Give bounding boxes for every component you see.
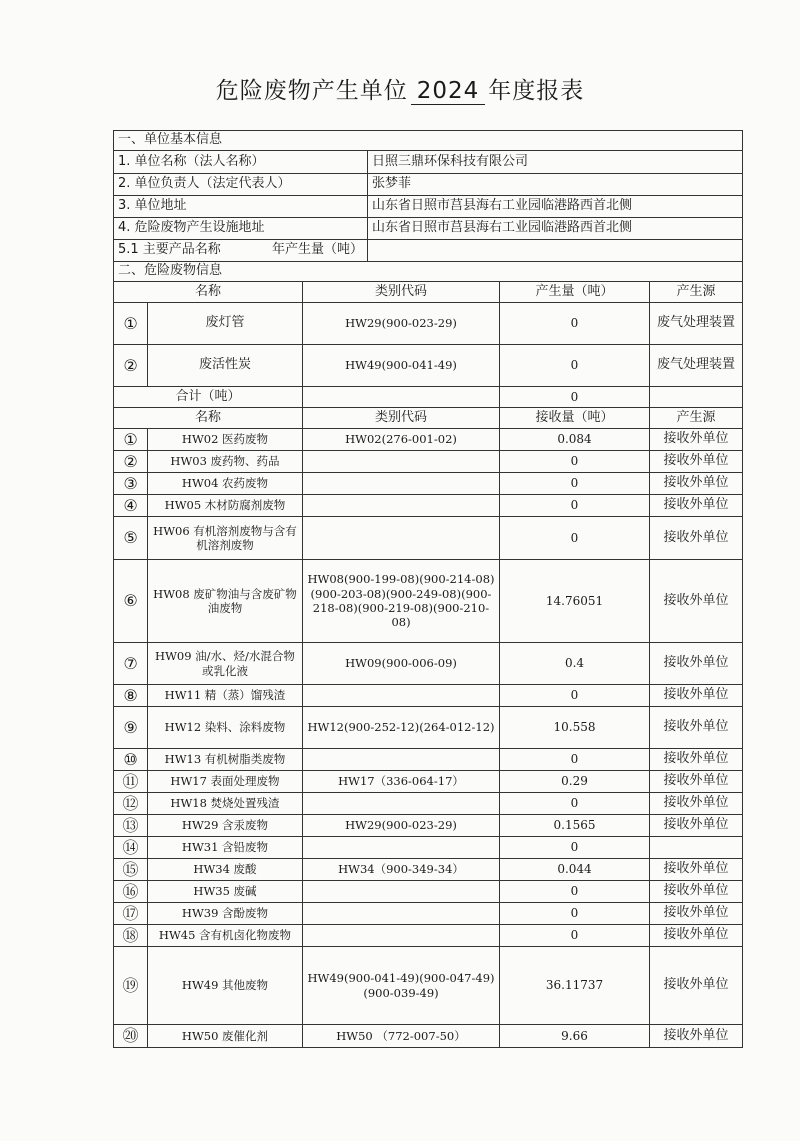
waste-source: 废气处理装置 [650, 345, 743, 387]
waste-source: 废气处理装置 [650, 303, 743, 345]
waste-amount: 0 [500, 495, 650, 517]
waste-source: 接收外单位 [650, 815, 743, 837]
col-code-header: 类别代码 [303, 282, 500, 303]
waste-source: 接收外单位 [650, 451, 743, 473]
info-row [114, 151, 743, 174]
info-label: 3. 单位地址 [114, 196, 368, 218]
report-year: 2024 [411, 78, 486, 105]
waste-code [303, 793, 500, 815]
product-value [368, 240, 743, 262]
waste-code: HW50 （772-007-50） [303, 1025, 500, 1048]
waste-code [303, 903, 500, 925]
waste-name: HW39 含酚废物 [148, 903, 303, 925]
received-row [114, 881, 743, 903]
received-row [114, 685, 743, 707]
row-number: ⑦ [114, 643, 148, 685]
waste-code [303, 685, 500, 707]
row-number: ⑩ [114, 749, 148, 771]
waste-amount: 0 [500, 345, 650, 387]
waste-name: HW29 含汞废物 [148, 815, 303, 837]
waste-source: 接收外单位 [650, 925, 743, 947]
waste-amount: 0 [500, 473, 650, 495]
row-number: ⑤ [114, 517, 148, 560]
waste-source: 接收外单位 [650, 495, 743, 517]
row-number: ⑳ [114, 1025, 148, 1048]
waste-code: HW12(900-252-12)(264-012-12) [303, 707, 500, 749]
generated-row [114, 303, 743, 345]
total-code [303, 387, 500, 408]
waste-name: HW05 木材防腐剂废物 [148, 495, 303, 517]
row-number: ② [114, 345, 148, 387]
total-row [114, 387, 743, 408]
waste-name: HW50 废催化剂 [148, 1025, 303, 1048]
info-row [114, 196, 743, 218]
waste-amount: 0 [500, 793, 650, 815]
waste-amount: 0 [500, 303, 650, 345]
waste-name: HW34 废酸 [148, 859, 303, 881]
waste-amount: 0.044 [500, 859, 650, 881]
row-number: ⑥ [114, 560, 148, 643]
waste-code: HW17（336-064-17） [303, 771, 500, 793]
row-number: ⑰ [114, 903, 148, 925]
col-source-header: 产生源 [650, 408, 743, 429]
received-row [114, 749, 743, 771]
waste-source: 接收外单位 [650, 1025, 743, 1048]
waste-amount: 0 [500, 837, 650, 859]
col-amount-header: 产生量（吨） [500, 282, 650, 303]
row-number: ⑬ [114, 815, 148, 837]
product-label [114, 240, 368, 262]
row-number: ③ [114, 473, 148, 495]
waste-source: 接收外单位 [650, 903, 743, 925]
col-source-header: 产生源 [650, 282, 743, 303]
received-row [114, 1025, 743, 1048]
waste-amount: 0 [500, 925, 650, 947]
received-row [114, 793, 743, 815]
waste-amount: 10.558 [500, 707, 650, 749]
waste-source: 接收外单位 [650, 947, 743, 1025]
col-name-header: 名称 [114, 282, 303, 303]
waste-amount: 0 [500, 685, 650, 707]
info-row [114, 218, 743, 240]
row-number: ⑨ [114, 707, 148, 749]
waste-source: 接收外单位 [650, 429, 743, 451]
waste-code: HW29(900-023-29) [303, 303, 500, 345]
col-amount-header: 接收量（吨） [500, 408, 650, 429]
row-number: ⑱ [114, 925, 148, 947]
info-label: 2. 单位负责人（法定代表人） [114, 174, 368, 196]
waste-name: HW09 油/水、烃/水混合物或乳化液 [148, 643, 303, 685]
waste-name: HW13 有机树脂类废物 [148, 749, 303, 771]
waste-code [303, 473, 500, 495]
waste-code [303, 451, 500, 473]
waste-amount: 0.1565 [500, 815, 650, 837]
waste-code [303, 495, 500, 517]
received-row [114, 859, 743, 881]
waste-code [303, 925, 500, 947]
waste-source: 接收外单位 [650, 473, 743, 495]
waste-code [303, 881, 500, 903]
waste-name: HW31 含铅废物 [148, 837, 303, 859]
waste-amount: 36.11737 [500, 947, 650, 1025]
section1-heading: 一、单位基本信息 [114, 131, 743, 151]
info-value: 张梦菲 [368, 174, 743, 196]
waste-name: HW02 医药废物 [148, 429, 303, 451]
waste-amount: 9.66 [500, 1025, 650, 1048]
waste-name: 废活性炭 [148, 345, 303, 387]
waste-source: 接收外单位 [650, 793, 743, 815]
section2-heading-row [114, 262, 743, 282]
waste-source: 接收外单位 [650, 517, 743, 560]
waste-code: HW29(900-023-29) [303, 815, 500, 837]
waste-code: HW02(276-001-02) [303, 429, 500, 451]
received-row [114, 771, 743, 793]
waste-amount: 0 [500, 903, 650, 925]
total-value: 0 [500, 387, 650, 408]
row-number: ① [114, 429, 148, 451]
waste-name: 废灯管 [148, 303, 303, 345]
received-row [114, 903, 743, 925]
waste-code [303, 749, 500, 771]
waste-source: 接收外单位 [650, 643, 743, 685]
info-value: 日照三鼎环保科技有限公司 [368, 151, 743, 174]
waste-code: HW49(900-041-49) [303, 345, 500, 387]
waste-name: HW12 染料、涂料废物 [148, 707, 303, 749]
waste-amount: 0 [500, 749, 650, 771]
row-number: ⑫ [114, 793, 148, 815]
received-row [114, 517, 743, 560]
section2-heading: 二、危险废物信息 [114, 262, 743, 282]
waste-name: HW18 焚烧处置残渣 [148, 793, 303, 815]
row-number: ② [114, 451, 148, 473]
received-row [114, 643, 743, 685]
waste-amount: 0 [500, 451, 650, 473]
waste-name: HW45 含有机卤化物废物 [148, 925, 303, 947]
waste-name: HW04 农药废物 [148, 473, 303, 495]
waste-code: HW34（900-349-34） [303, 859, 500, 881]
info-value: 山东省日照市莒县海右工业园临港路西首北侧 [368, 196, 743, 218]
received-row [114, 707, 743, 749]
waste-name: HW06 有机溶剂废物与含有机溶剂废物 [148, 517, 303, 560]
waste-source [650, 837, 743, 859]
waste-name: HW17 表面处理废物 [148, 771, 303, 793]
col-code-header: 类别代码 [303, 408, 500, 429]
received-row [114, 473, 743, 495]
waste-amount: 0.084 [500, 429, 650, 451]
waste-source: 接收外单位 [650, 560, 743, 643]
info-label: 1. 单位名称（法人名称） [114, 151, 368, 174]
row-number: ⑯ [114, 881, 148, 903]
total-label: 合计（吨） [114, 387, 303, 408]
product-label-text: 5.1 主要产品名称 [118, 242, 221, 258]
waste-name: HW11 精（蒸）馏残渣 [148, 685, 303, 707]
waste-source: 接收外单位 [650, 859, 743, 881]
total-source [650, 387, 743, 408]
row-number: ⑧ [114, 685, 148, 707]
received-row [114, 560, 743, 643]
received-row [114, 815, 743, 837]
row-number: ⑲ [114, 947, 148, 1025]
waste-amount: 14.76051 [500, 560, 650, 643]
waste-name: HW49 其他废物 [148, 947, 303, 1025]
waste-code [303, 837, 500, 859]
title-suffix: 年度报表 [488, 78, 585, 104]
row-number: ① [114, 303, 148, 345]
received-row [114, 925, 743, 947]
generated-row [114, 345, 743, 387]
product-row [114, 240, 743, 262]
waste-name: HW03 废药物、药品 [148, 451, 303, 473]
waste-amount: 0 [500, 881, 650, 903]
waste-source: 接收外单位 [650, 685, 743, 707]
waste-code: HW09(900-006-09) [303, 643, 500, 685]
report-table [113, 130, 743, 1048]
waste-source: 接收外单位 [650, 749, 743, 771]
waste-amount: 0.4 [500, 643, 650, 685]
waste-amount: 0 [500, 517, 650, 560]
generated-header-row [114, 282, 743, 303]
info-label: 4. 危险废物产生设施地址 [114, 218, 368, 240]
row-number: ⑪ [114, 771, 148, 793]
page-title [0, 72, 800, 105]
waste-name: HW08 废矿物油与含废矿物油废物 [148, 560, 303, 643]
col-name-header: 名称 [114, 408, 303, 429]
waste-source: 接收外单位 [650, 771, 743, 793]
waste-code: HW08(900-199-08)(900-214-08)(900-203-08)(900-249-08)(900-218-08)(900-219-08)(900-210-08) [303, 560, 500, 643]
waste-name: HW35 废碱 [148, 881, 303, 903]
row-number: ⑮ [114, 859, 148, 881]
received-row [114, 837, 743, 859]
waste-amount: 0.29 [500, 771, 650, 793]
row-number: ④ [114, 495, 148, 517]
waste-source: 接收外单位 [650, 881, 743, 903]
output-label: 年产生量（吨） [271, 242, 363, 258]
title-prefix: 危险废物产生单位 [215, 78, 408, 104]
waste-code [303, 517, 500, 560]
received-row [114, 451, 743, 473]
section1-heading-row [114, 131, 743, 151]
received-row [114, 429, 743, 451]
row-number: ⑭ [114, 837, 148, 859]
waste-code: HW49(900-041-49)(900-047-49)(900-039-49) [303, 947, 500, 1025]
info-value: 山东省日照市莒县海右工业园临港路西首北侧 [368, 218, 743, 240]
received-row [114, 947, 743, 1025]
info-row [114, 174, 743, 196]
received-header-row [114, 408, 743, 429]
received-row [114, 495, 743, 517]
waste-source: 接收外单位 [650, 707, 743, 749]
